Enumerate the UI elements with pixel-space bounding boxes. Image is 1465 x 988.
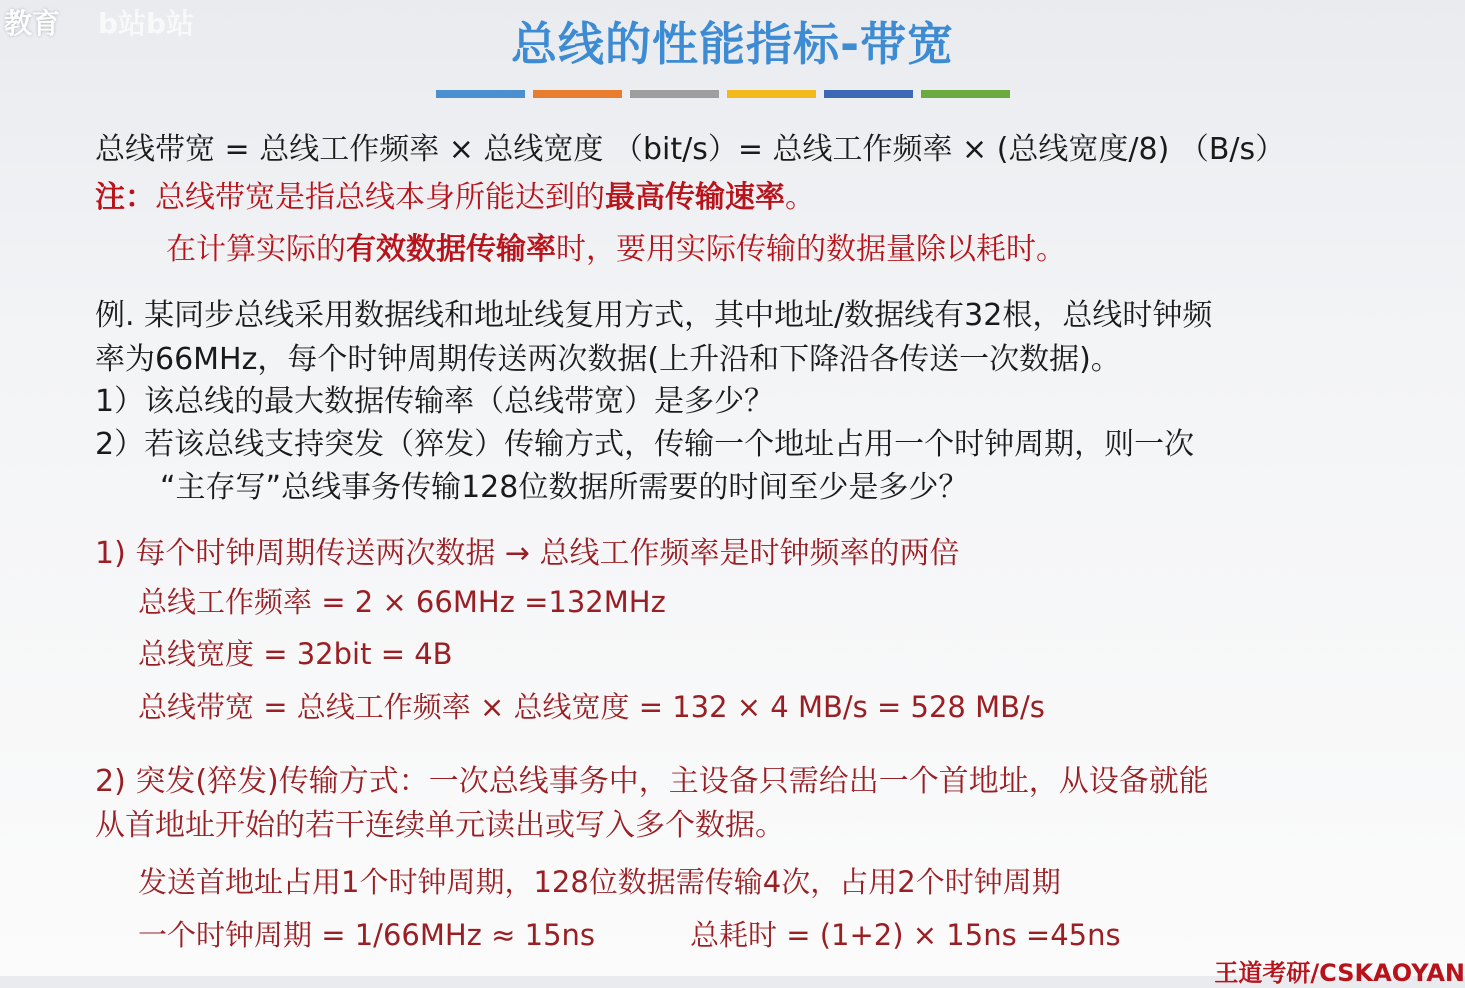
note-line-1 <box>95 172 815 216</box>
question-2-line-1: 2）若该总线支持突发（猝发）传输方式，传输一个地址占用一个时钟周期，则一次 <box>95 427 1195 462</box>
answer-1-bandwidth: 总线带宽 = 总线工作频率 × 总线宽度 = 132 × 4 MB/s = 528 MB/s <box>138 690 1045 724</box>
question-1: 1）该总线的最大数据传输率（总线带宽）是多少？ <box>95 384 775 419</box>
note-line1-text: 总线带宽是指总线本身所能达到的 <box>155 180 605 215</box>
example-line-1: 例. 某同步总线采用数据线和地址线复用方式，其中地址/数据线有32根，总线时钟频 <box>95 298 1213 333</box>
answer-2-clock-period: 一个时钟周期 = 1/66MHz ≈ 15ns <box>138 918 596 952</box>
note-line2-emphasis: 有效数据传输率 <box>346 232 556 267</box>
answer-1-frequency: 总线工作频率 = 2 × 66MHz =132MHz <box>138 585 666 619</box>
answer-1-heading: 1) 每个时钟周期传送两次数据 → 总线工作频率是时钟频率的两倍 <box>95 536 960 571</box>
answer-2-total-time: 总耗时 = (1+2) × 15ns =45ns <box>690 918 1121 952</box>
question-2-line-2: “主存写”总线事务传输128位数据所需要的时间至少是多少？ <box>160 470 969 505</box>
note-line1-emphasis: 最高传输速率 <box>605 180 785 215</box>
title-divider <box>436 90 1010 98</box>
answer-2-heading-line-2: 从首地址开始的若干连续单元读出或写入多个数据。 <box>95 808 785 843</box>
watermark-right: b站b站 <box>98 7 195 40</box>
divider-segment <box>630 90 719 98</box>
note-line1-end: 。 <box>785 180 815 215</box>
example-line-2: 率为66MHz，每个时钟周期传送两次数据(上升沿和下降沿各传送一次数据)。 <box>95 342 1121 377</box>
divider-segment <box>727 90 816 98</box>
answer-1-width: 总线宽度 = 32bit = 4B <box>138 637 453 671</box>
divider-segment <box>533 90 622 98</box>
divider-segment <box>436 90 525 98</box>
bandwidth-formula: 总线带宽 = 总线工作频率 × 总线宽度 （bit/s）= 总线工作频率 × (总线宽度/8) （B/s） <box>95 132 1286 167</box>
note-line2-start: 在计算实际的 <box>166 232 346 267</box>
watermark-left: 教育 <box>4 7 61 40</box>
slide-title: 总线的性能指标-带宽 <box>510 17 955 71</box>
corner-logo-text: 王道考研/CSKAOYAN <box>1214 959 1465 987</box>
divider-segment <box>824 90 913 98</box>
note-prefix: 注： <box>95 180 155 215</box>
note-line-2 <box>166 224 1066 268</box>
divider-segment <box>921 90 1010 98</box>
note-line2-end: 时，要用实际传输的数据量除以耗时。 <box>556 232 1066 267</box>
answer-2-detail: 发送首地址占用1个时钟周期，128位数据需传输4次，占用2个时钟周期 <box>138 865 1061 899</box>
answer-2-heading-line-1: 2) 突发(猝发)传输方式：一次总线事务中，主设备只需给出一个首地址，从设备就能 <box>95 764 1209 799</box>
